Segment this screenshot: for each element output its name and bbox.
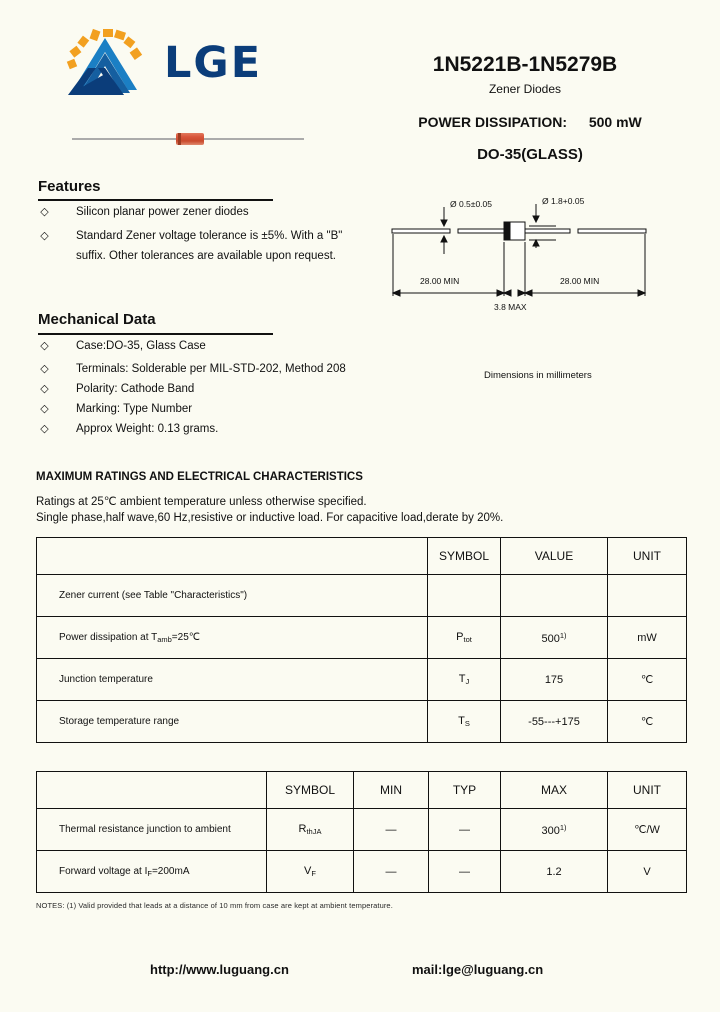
cell-symbol: $V_F$: [267, 851, 354, 893]
mechanical-text: Marking: Type Number: [76, 403, 193, 415]
diode-cathode-band: [178, 133, 181, 145]
power-dissipation-label: POWER DISSIPATION:: [418, 114, 568, 130]
lge-mountain-icon: [58, 26, 154, 96]
mechanical-text: Approx Weight: 0.13 grams.: [76, 423, 219, 435]
mechanical-rule: [38, 333, 273, 335]
col-header-description: [37, 772, 267, 809]
cell-max: 300$^{1)}$: [501, 809, 608, 851]
table-row: [37, 809, 687, 851]
cell-unit: mW: [608, 617, 687, 659]
feature-text: Standard Zener voltage tolerance is ±5%. With a "B": [76, 230, 343, 242]
list-item: [38, 419, 378, 439]
col-header-description: [37, 538, 428, 575]
table-footnotes: NOTES: (1) Valid provided that leads at a distance of 10 mm from case are kept at ambient temperature.: [36, 901, 393, 910]
cell-symbol: $R_{thJA}$: [267, 809, 354, 851]
col-header-unit: UNIT: [608, 538, 687, 575]
ratings-heading: MAXIMUM RATINGS AND ELECTRICAL CHARACTERISTICS: [36, 471, 363, 483]
power-dissipation-value: 500 mW: [588, 114, 642, 130]
diode-lead-left: [72, 138, 180, 140]
col-header-value: VALUE: [501, 538, 608, 575]
cell-value: 500$^{1)}$: [501, 617, 608, 659]
cell-description: Storage temperature range: [37, 701, 428, 743]
table-header-row: [37, 772, 687, 809]
cell-value: [501, 575, 608, 617]
cell-description: Junction temperature: [37, 659, 428, 701]
feature-text-continued: suffix. Other tolerances are available upon request.: [76, 250, 336, 262]
col-header-min: MIN: [354, 772, 429, 809]
features-rule: [38, 199, 273, 201]
cell-unit: [608, 575, 687, 617]
list-item: [38, 226, 368, 246]
table-row: [37, 851, 687, 893]
mechanical-text: Polarity: Cathode Band: [76, 383, 195, 395]
table-row: [37, 617, 687, 659]
diamond-bullet-icon: ◇: [40, 340, 49, 352]
package-type: DO-35(GLASS): [477, 146, 583, 163]
maximum-ratings-table: [36, 537, 687, 743]
col-header-symbol: SYMBOL: [267, 772, 354, 809]
col-header-typ: TYP: [429, 772, 501, 809]
diamond-bullet-icon: ◇: [40, 423, 49, 435]
email-link[interactable]: mail:lge@luguang.cn: [412, 962, 544, 977]
dimension-units-note: Dimensions in millimeters: [484, 370, 592, 381]
dim-length-right: 28.00 MIN: [560, 276, 600, 286]
mechanical-list: [38, 336, 378, 439]
features-heading: Features: [38, 178, 101, 195]
cell-symbol: $T_J$: [428, 659, 501, 701]
power-dissipation-line: [360, 114, 700, 130]
logo-wordmark: LGE: [164, 38, 263, 88]
cell-min: —: [354, 809, 429, 851]
col-header-symbol: SYMBOL: [428, 538, 501, 575]
cell-symbol: $T_S$: [428, 701, 501, 743]
page-title: 1N5221B-1N5279B: [432, 53, 618, 76]
electrical-characteristics-table: [36, 771, 687, 893]
dim-body-diameter: Ø 1.8+0.05: [542, 196, 585, 206]
diode-lead-right: [200, 138, 304, 140]
cell-unit: ℃: [608, 659, 687, 701]
feature-text: Silicon planar power zener diodes: [76, 206, 249, 218]
diamond-bullet-icon: ◇: [40, 230, 49, 242]
cell-value: -55---+175: [501, 701, 608, 743]
col-header-unit: UNIT: [608, 772, 687, 809]
list-item: [38, 336, 378, 356]
cell-description: Thermal resistance junction to ambient: [37, 809, 267, 851]
cell-description: Zener current (see Table "Characteristics"): [37, 575, 428, 617]
cell-symbol: [428, 575, 501, 617]
page-subtitle: Zener Diodes: [488, 82, 562, 96]
cell-symbol: $P_{tot}$: [428, 617, 501, 659]
cell-min: —: [354, 851, 429, 893]
mechanical-text: Case:DO-35, Glass Case: [76, 340, 206, 352]
mechanical-text: Terminals: Solderable per MIL-STD-202, Method 208: [76, 363, 346, 375]
diode-photo: [72, 128, 304, 150]
cell-description: Power dissipation at $T_{amb}=25℃$: [37, 617, 428, 659]
dim-length-left: 28.00 MIN: [420, 276, 460, 286]
col-header-max: MAX: [501, 772, 608, 809]
diamond-bullet-icon: ◇: [40, 363, 49, 375]
cell-unit: V: [608, 851, 687, 893]
features-list: [38, 202, 368, 266]
cell-typ: —: [429, 809, 501, 851]
list-item: [38, 359, 378, 379]
ratings-note-line1: Ratings at 25℃ ambient temperature unless otherwise specified.: [36, 496, 367, 508]
cell-description: Forward voltage at $I_F=200mA$: [37, 851, 267, 893]
table-header-row: [37, 538, 687, 575]
cell-unit: ℃/W: [608, 809, 687, 851]
table-row: [37, 659, 687, 701]
website-link[interactable]: http://www.luguang.cn: [150, 962, 289, 977]
list-item: [38, 202, 368, 222]
cell-unit: ℃: [608, 701, 687, 743]
diamond-bullet-icon: ◇: [40, 403, 49, 415]
mechanical-heading: Mechanical Data: [38, 311, 156, 328]
cell-value: 175: [501, 659, 608, 701]
company-logo: [58, 26, 348, 98]
diamond-bullet-icon: ◇: [40, 383, 49, 395]
package-dimension-drawing: [388, 192, 688, 322]
table-row: [37, 575, 687, 617]
ratings-note-line2: Single phase,half wave,60 Hz,resistive or inductive load. For capacitive load,derate by 20%.: [36, 512, 504, 524]
cell-typ: —: [429, 851, 501, 893]
table-row: [37, 701, 687, 743]
dim-body-length: 3.8 MAX: [494, 302, 527, 312]
diamond-bullet-icon: ◇: [40, 206, 49, 218]
list-item: [38, 399, 378, 419]
dim-lead-diameter: Ø 0.5±0.05: [450, 199, 492, 209]
cell-max: 1.2: [501, 851, 608, 893]
list-item: [38, 379, 378, 399]
